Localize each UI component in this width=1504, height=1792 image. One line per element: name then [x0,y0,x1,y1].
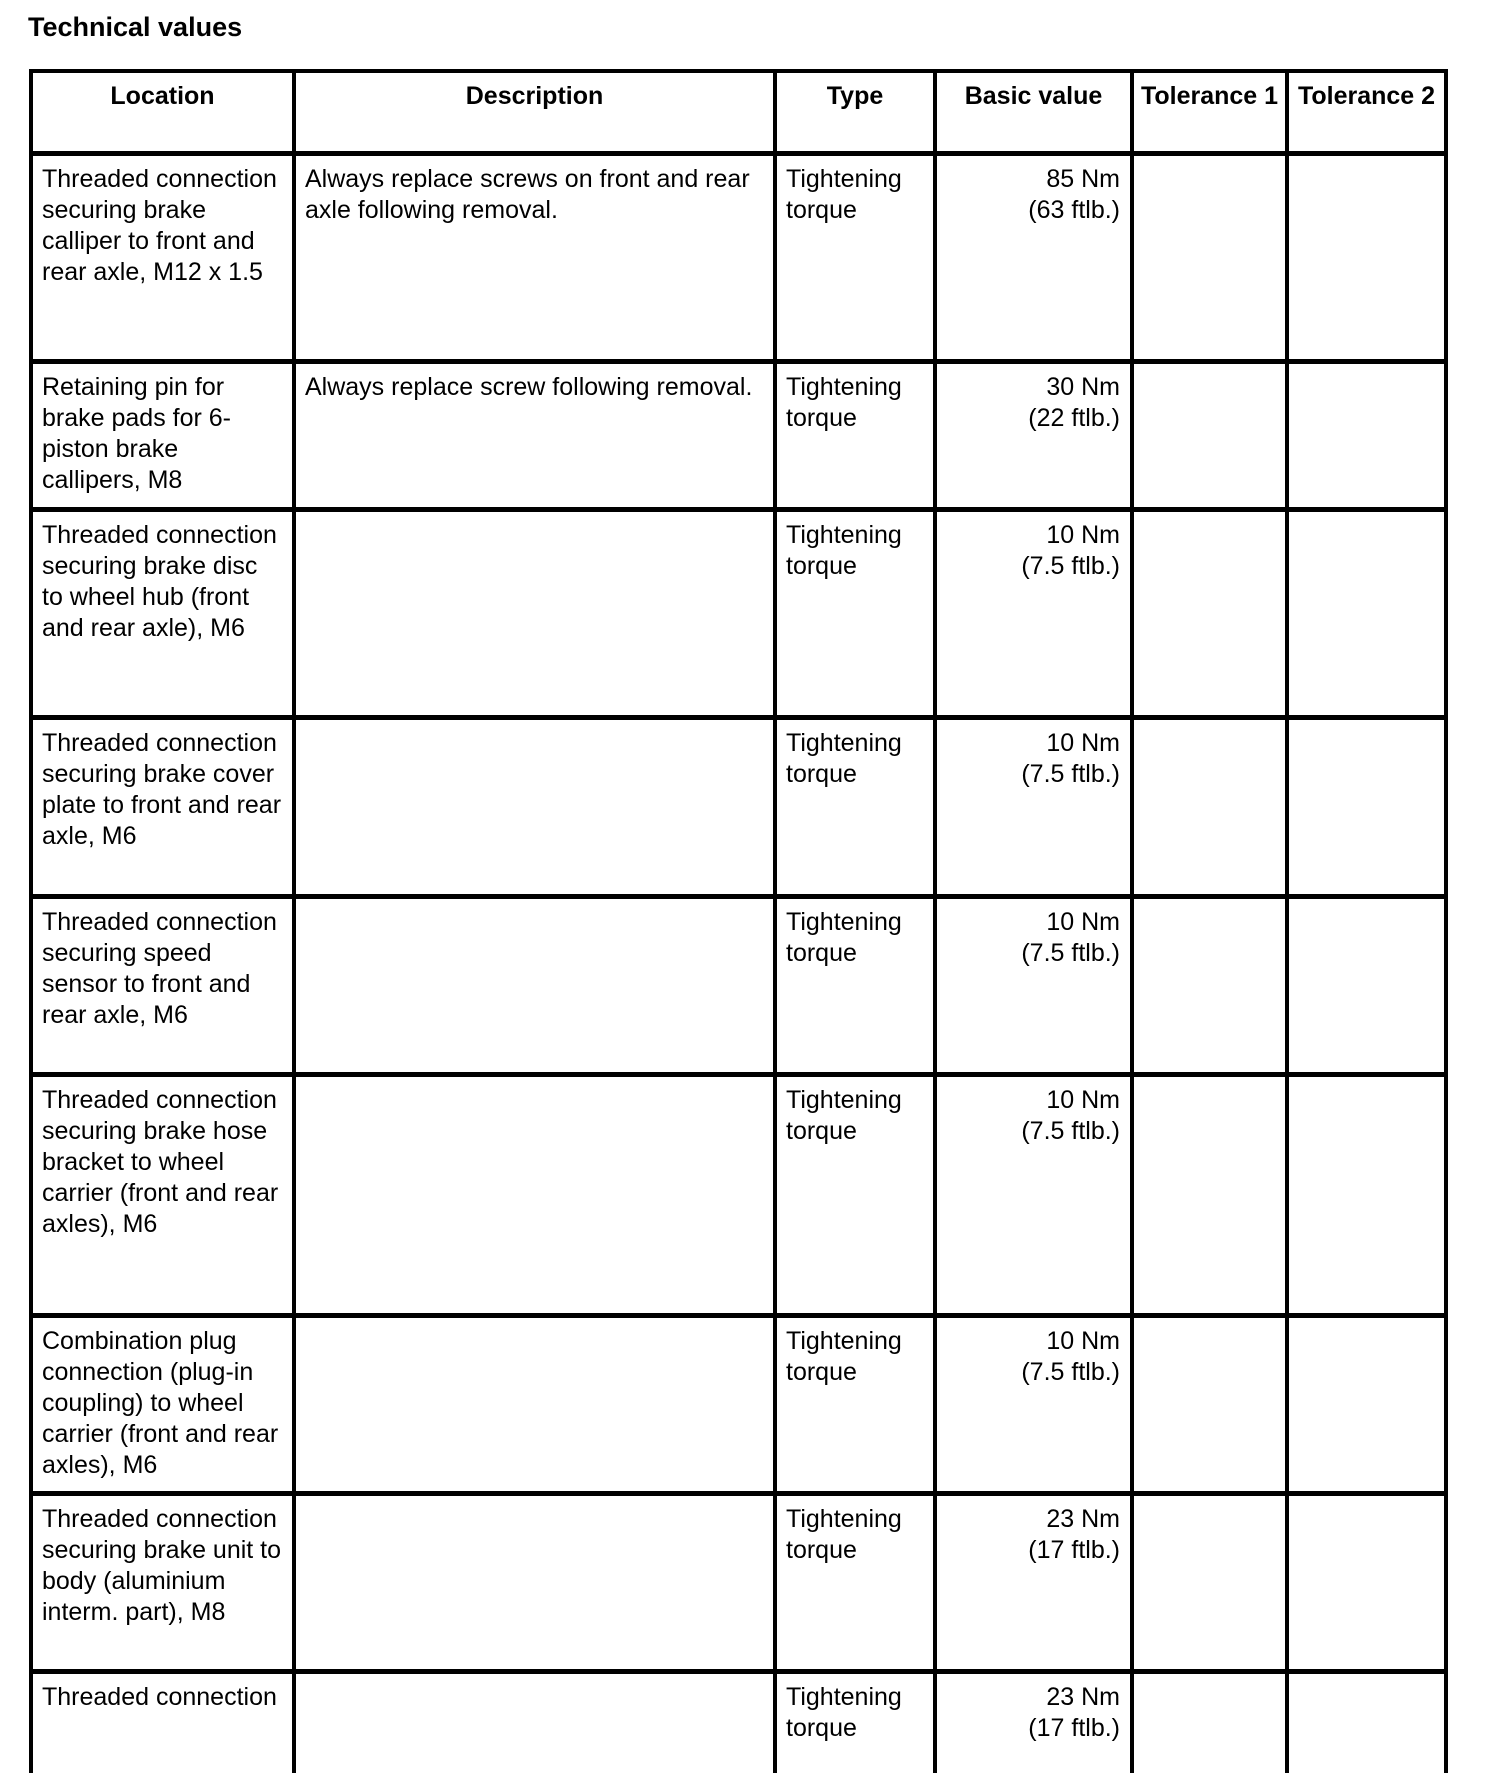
basic-value-cell [935,510,1132,718]
basic-value-imperial: (7.5 ftlb.) [1021,1117,1120,1145]
table-row [31,362,1446,510]
description-cell [294,1075,775,1316]
description-cell [294,1316,775,1494]
basic-value-imperial: (7.5 ftlb.) [1021,552,1120,580]
basic-value-imperial: (17 ftlb.) [1028,1536,1120,1564]
table-row [31,1075,1446,1316]
basic-value-imperial: (17 ftlb.) [1028,1714,1120,1742]
location-cell: Threaded connection securing brake disc to wheel hub (front and rear axle), M6 [31,510,294,718]
type-cell: Tightening torque [775,1075,935,1316]
tolerance-2-cell [1287,1316,1446,1494]
tolerance-2-cell [1287,154,1446,362]
basic-value-metric: 10 Nm [1046,729,1120,757]
type-cell: Tightening torque [775,510,935,718]
table-row [31,1316,1446,1494]
tolerance-2-cell [1287,718,1446,897]
tolerance-2-cell [1287,897,1446,1075]
column-header-location: Location [31,71,294,154]
description-cell [294,718,775,897]
basic-value-imperial: (7.5 ftlb.) [1021,1358,1120,1386]
table-header-row [31,71,1446,154]
type-cell: Tightening torque [775,362,935,510]
type-cell: Tightening torque [775,1672,935,1773]
type-cell: Tightening torque [775,1316,935,1494]
table-row [31,154,1446,362]
location-cell: Retaining pin for brake pads for 6-piston brake callipers, M8 [31,362,294,510]
tolerance-2-cell [1287,1075,1446,1316]
basic-value-cell [935,154,1132,362]
column-header-description: Description [294,71,775,154]
basic-value-cell [935,718,1132,897]
tolerance-1-cell [1132,897,1287,1075]
location-cell: Threaded connection securing brake unit to body (aluminium interm. part), M8 [31,1494,294,1672]
location-cell: Threaded connection securing brake calliper to front and rear axle, M12 x 1.5 [31,154,294,362]
basic-value-cell [935,1672,1132,1773]
basic-value-metric: 23 Nm [1046,1683,1120,1711]
column-header-type: Type [775,71,935,154]
page-title: Technical values [28,12,243,42]
type-cell: Tightening torque [775,718,935,897]
tolerance-1-cell [1132,1672,1287,1773]
basic-value-metric: 10 Nm [1046,1086,1120,1114]
tolerance-2-cell [1287,1494,1446,1672]
basic-value-imperial: (63 ftlb.) [1028,196,1120,224]
type-cell: Tightening torque [775,1494,935,1672]
table-row [31,1672,1446,1773]
description-cell: Always replace screw following removal. [294,362,775,510]
type-cell: Tightening torque [775,897,935,1075]
column-header-tolerance-1: Tolerance 1 [1132,71,1287,154]
basic-value-metric: 85 Nm [1046,165,1120,193]
table-row [31,718,1446,897]
basic-value-cell [935,897,1132,1075]
location-cell: Threaded connection securing brake cover plate to front and rear axle, M6 [31,718,294,897]
tolerance-1-cell [1132,362,1287,510]
basic-value-imperial: (7.5 ftlb.) [1021,760,1120,788]
tolerance-2-cell [1287,362,1446,510]
description-cell: Always replace screws on front and rear axle following removal. [294,154,775,362]
table-row [31,510,1446,718]
technical-values-table [29,69,1448,1773]
tolerance-1-cell [1132,1075,1287,1316]
column-header-basic-value: Basic value [935,71,1132,154]
basic-value-metric: 10 Nm [1046,908,1120,936]
location-cell: Threaded connection securing speed sensor to front and rear axle, M6 [31,897,294,1075]
basic-value-cell [935,362,1132,510]
location-cell: Threaded connection [31,1672,294,1773]
basic-value-metric: 10 Nm [1046,521,1120,549]
tolerance-1-cell [1132,510,1287,718]
basic-value-cell [935,1494,1132,1672]
tolerance-1-cell [1132,1494,1287,1672]
basic-value-cell [935,1075,1132,1316]
location-cell: Combination plug connection (plug-in coupling) to wheel carrier (front and rear axles), M6 [31,1316,294,1494]
basic-value-metric: 10 Nm [1046,1327,1120,1355]
description-cell [294,1672,775,1773]
basic-value-imperial: (7.5 ftlb.) [1021,939,1120,967]
basic-value-imperial: (22 ftlb.) [1028,404,1120,432]
location-cell: Threaded connection securing brake hose bracket to wheel carrier (front and rear axles), M6 [31,1075,294,1316]
table-row [31,1494,1446,1672]
column-header-tolerance-2: Tolerance 2 [1287,71,1446,154]
description-cell [294,897,775,1075]
description-cell [294,510,775,718]
tolerance-1-cell [1132,1316,1287,1494]
basic-value-metric: 30 Nm [1046,373,1120,401]
type-cell: Tightening torque [775,154,935,362]
basic-value-cell [935,1316,1132,1494]
tolerance-2-cell [1287,1672,1446,1773]
description-cell [294,1494,775,1672]
table-row [31,897,1446,1075]
tolerance-1-cell [1132,154,1287,362]
basic-value-metric: 23 Nm [1046,1505,1120,1533]
tolerance-2-cell [1287,510,1446,718]
tolerance-1-cell [1132,718,1287,897]
